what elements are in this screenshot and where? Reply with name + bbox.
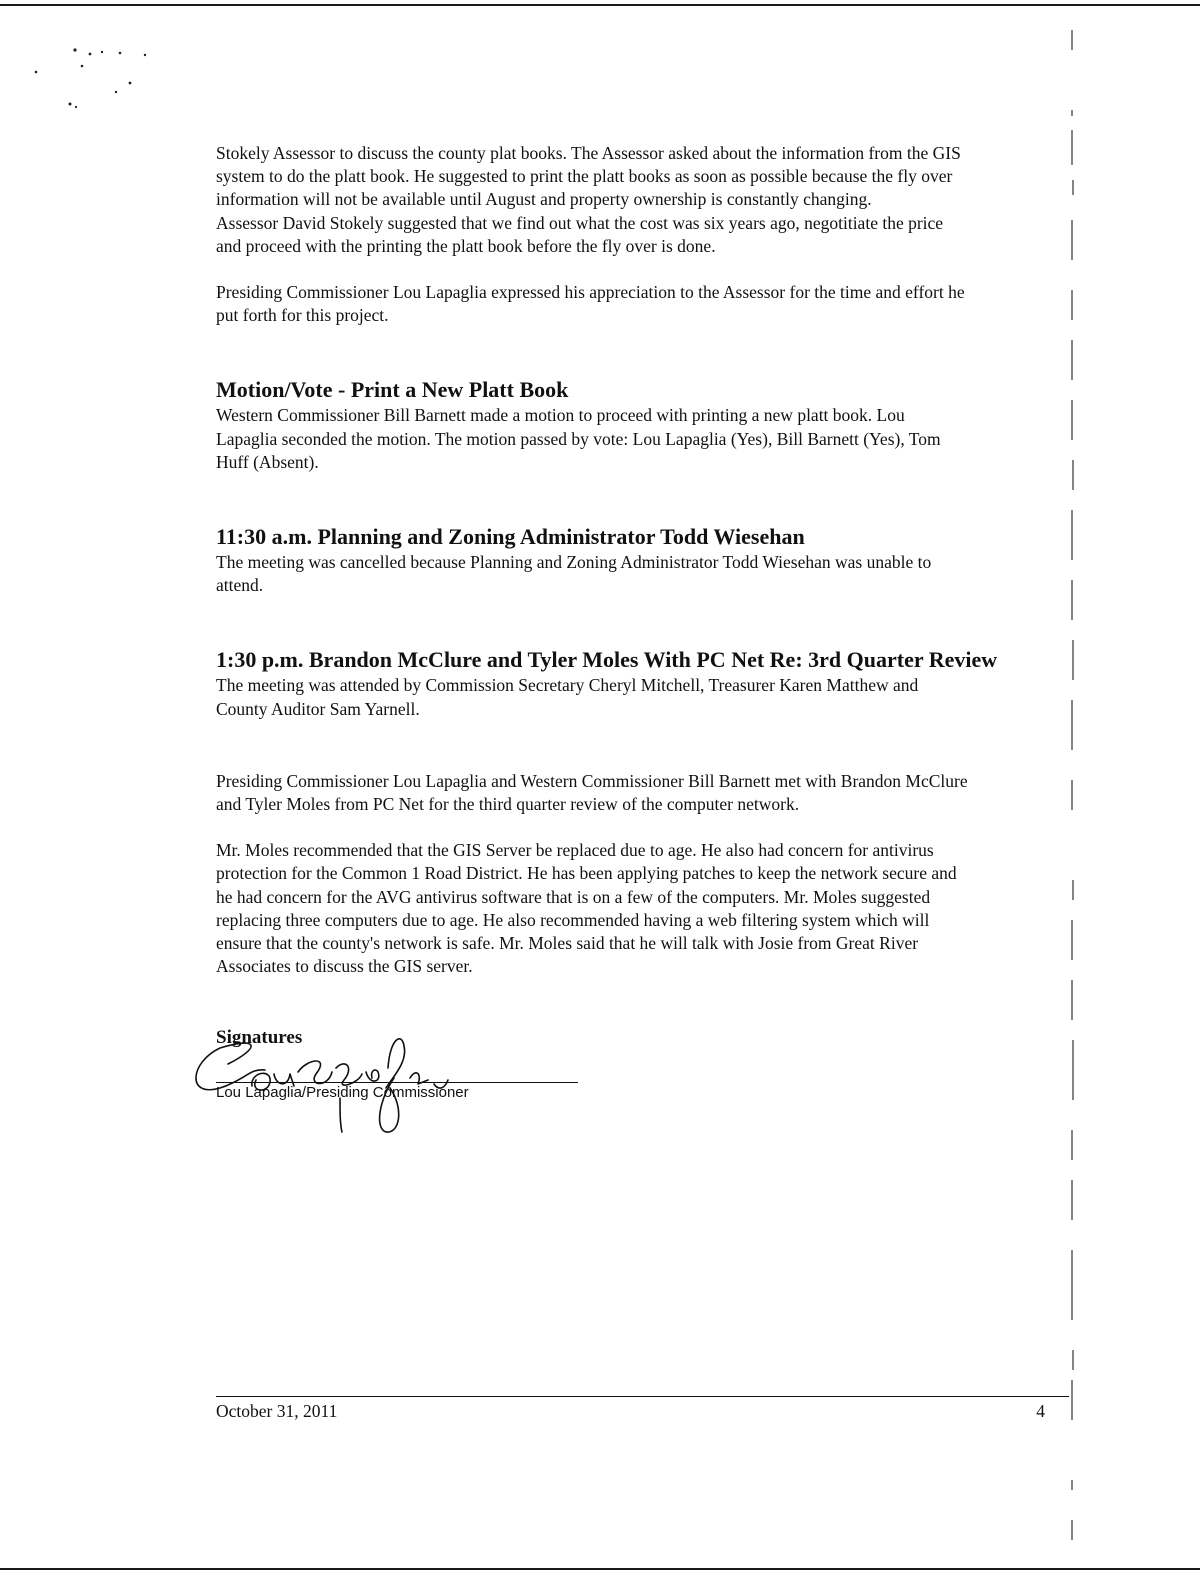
spacer [216, 258, 1076, 281]
paragraph-motion: Western Commissioner Bill Barnett made a motion to proceed with printing a new platt book. Lou Lapaglia seconded the motion. The motion passed by vote: Lou Lapaglia (Yes), Bill Barnett (Yes), Tom Huff (Absent). [216, 405, 941, 472]
spacer [216, 816, 1076, 839]
spacer [216, 474, 1076, 523]
heading-planning-zoning: 11:30 a.m. Planning and Zoning Administrator Todd Wiesehan [216, 524, 805, 550]
spacer [216, 327, 1076, 376]
heading-pc-net-review: 1:30 p.m. Brandon McClure and Tyler Moles With PC Net Re: 3rd Quarter Review [216, 647, 998, 673]
footer-date: October 31, 2011 [216, 1401, 338, 1421]
paragraph-attendees: The meeting was attended by Commission Secretary Cheryl Mitchell, Treasurer Karen Matthew and County Auditor Sam Yarnell. [216, 675, 919, 719]
handwritten-signature [190, 1028, 490, 1138]
paragraph-review-meeting: Presiding Commissioner Lou Lapaglia and Western Commissioner Bill Barnett met with Brandon McClure and Tyler Moles from PC Net for the third quarter review of the computer network. [216, 770, 968, 815]
signatures-heading: Signatures [216, 1027, 303, 1049]
paragraph-assessor-discussion: Stokely Assessor to discuss the county plat books. The Assessor asked about the information from the GIS system to do the platt book. He suggested to print the platt books as soon as possible because the fly over information will not be available until August and property ownership is constantly changing. Assessor David Stokely suggested that we find out what the cost was six years ago, negotitiate the price and proceed with the printing the platt book before the fly over is done. [216, 143, 961, 256]
signer-name-title: Lou Lapaglia/Presiding Commissioner [216, 1084, 469, 1102]
spacer [216, 721, 1076, 770]
bottom-scan-rule [0, 1568, 1200, 1570]
paragraph-appreciation: Presiding Commissioner Lou Lapaglia expressed his appreciation to the Assessor for the time and effort he put forth for this project. [216, 282, 965, 326]
spacer [216, 597, 1076, 646]
page-footer [216, 1396, 1069, 1423]
top-scan-rule [0, 4, 1200, 6]
scan-specks-corner [30, 40, 160, 120]
paragraph-recommendations: Mr. Moles recommended that the GIS Server be replaced due to age. He also had concern for antivirus protection for the Common 1 Road District. He has been applying patches to keep the network secure and he had concern for the AVG antivirus software that is on a few of the computers. Mr. Moles suggested replacing three computers due to age. He also recommended having a web filtering system which will ensure that the county's network is safe. Mr. Moles said that he will talk with Josie from Great River Associates to discuss the GIS server. [216, 840, 957, 977]
document-body [216, 142, 1076, 1122]
paragraph-meeting-cancelled: The meeting was cancelled because Planning and Zoning Administrator Todd Wiesehan was unable to attend. [216, 552, 932, 596]
signature-block [216, 1050, 578, 1122]
heading-motion-vote: Motion/Vote - Print a New Platt Book [216, 377, 569, 403]
page-number: 4 [1036, 1401, 1045, 1421]
